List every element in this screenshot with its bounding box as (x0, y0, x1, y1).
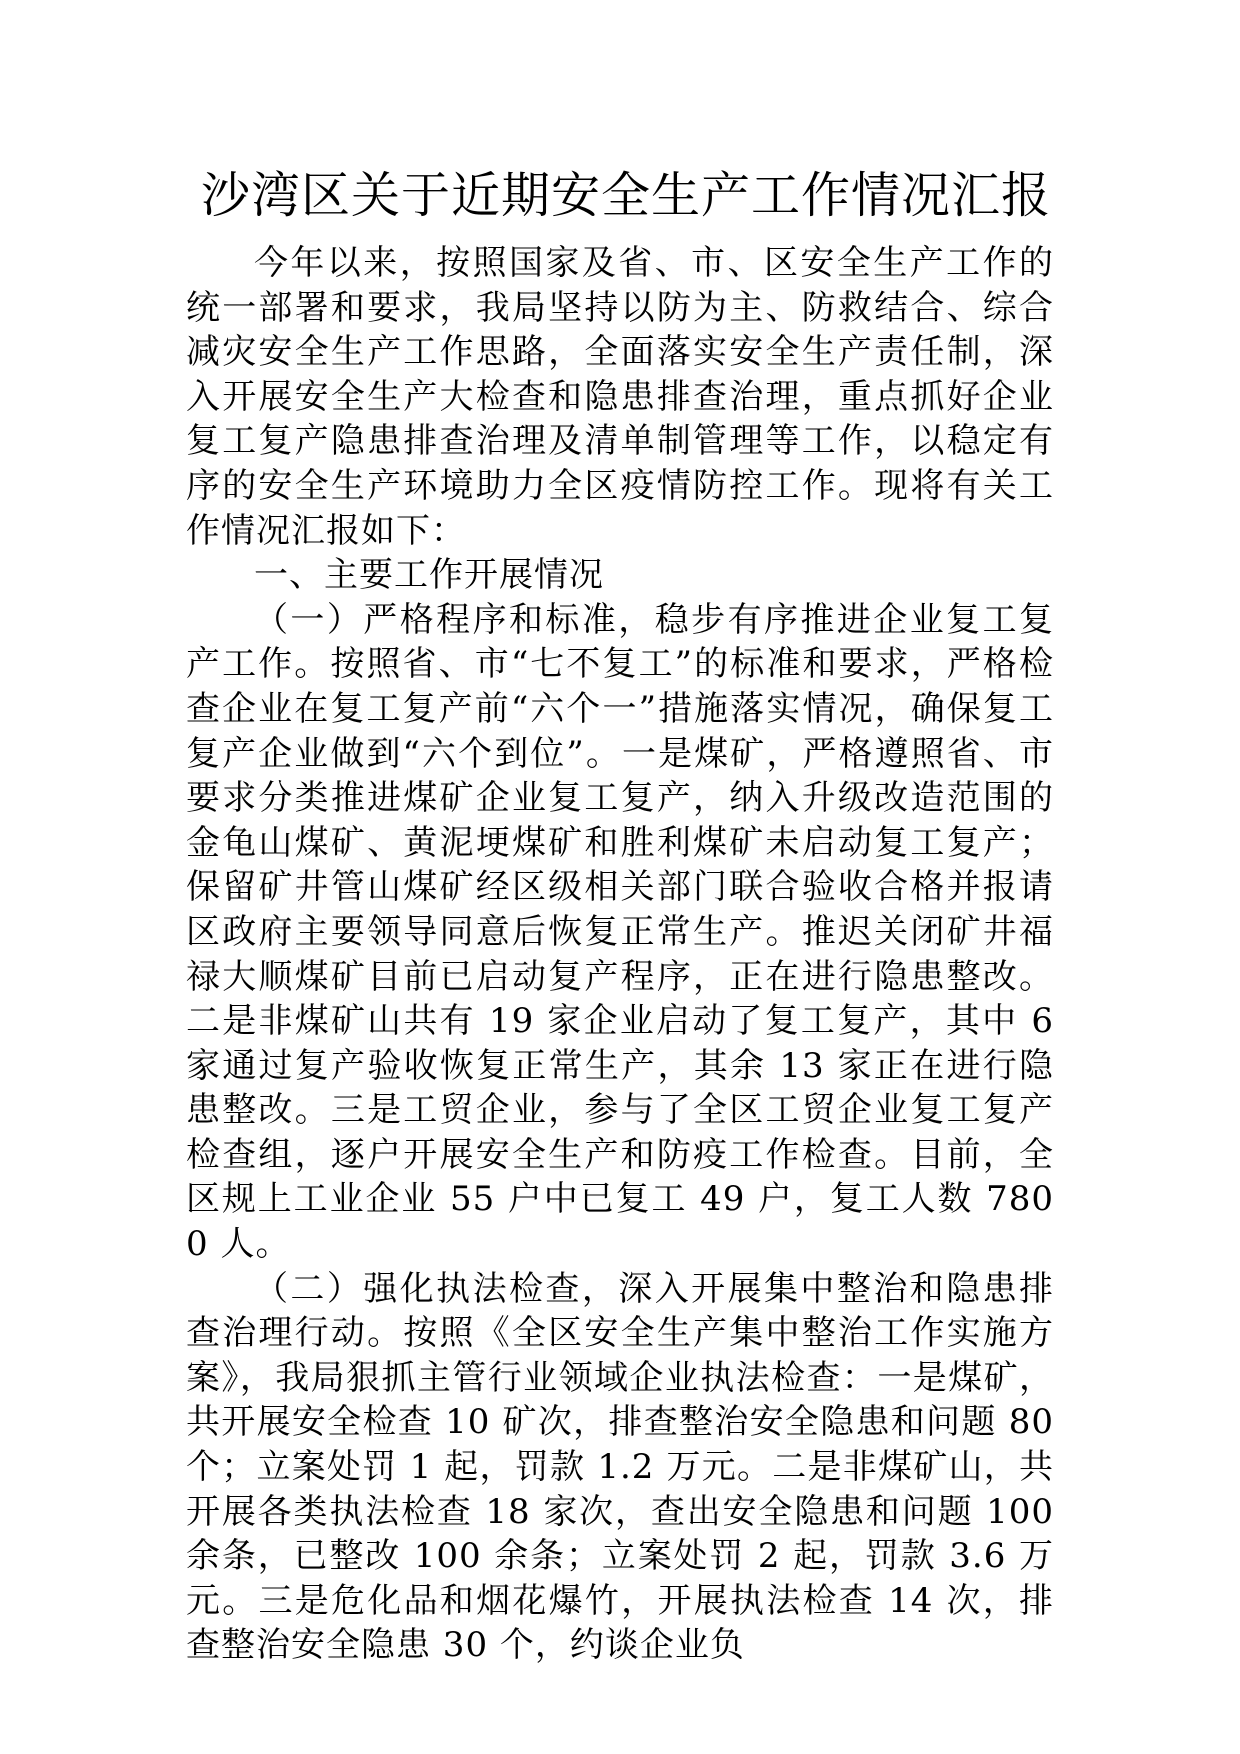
section-heading: 一、主要工作开展情况 (254, 555, 604, 596)
subsection-2-paragraph: （二）强化执法检查，深入开展集中整治和隐患排查治理行动。按照《全区安全生产集中整治工作实施方案》，我局狠抓主管行业领域企业执法检查：一是煤矿，共开展安全检查 10 矿次，排查整治安全隐患和问题 80 个；立案处罚 1 起，罚款 1.2 万元。二是非煤矿山，共开展各类执法检查 18 家次，查出安全隐患和问题 100 余条，已整改 100 余条；立案处罚 2 起，罚款 3.6 万元。三是危化品和烟花爆竹，开展执法检查 14 次，排查整治安全隐患 30 个，约谈企业负 (186, 1268, 1054, 1666)
subsection-1-paragraph: （一）严格程序和标准，稳步有序推进企业复工复产工作。按照省、市“七不复工”的标准和要求，严格检查企业在复工复产前“六个一”措施落实情况，确保复工复产企业做到“六个到位”。一是煤矿，严格遵照省、市要求分类推进煤矿企业复工复产，纳入升级改造范围的金龟山煤矿、黄泥埂煤矿和胜利煤矿未启动复工复产；保留矿井管山煤矿经区级相关部门联合验收合格并报请区政府主要领导同意后恢复正常生产。推迟关闭矿井福禄大顺煤矿目前已启动复产程序，正在进行隐患整改。二是非煤矿山共有 19 家企业启动了复工复产，其中 6 家通过复产验收恢复正常生产，其余 13 家正在进行隐患整改。三是工贸企业，参与了全区工贸企业复工复产检查组，逐户开展安全生产和防疫工作检查。目前，全区规上工业企业 55 户中已复工 49 户，复工人数 7800 人。 (186, 599, 1054, 1265)
intro-paragraph: 今年以来，按照国家及省、市、区安全生产工作的统一部署和要求，我局坚持以防为主、防救结合、综合减灾安全生产工作思路，全面落实安全生产责任制，深入开展安全生产大检查和隐患排查治理，重点抓好企业复工复产隐患排查治理及清单制管理等工作，以稳定有序的安全生产环境助力全区疫情防控工作。现将有关工作情况汇报如下： (186, 243, 1054, 551)
document-body (186, 241, 1054, 1668)
document-title: 沙湾区关于近期安全生产工作情况汇报 (200, 167, 1051, 224)
